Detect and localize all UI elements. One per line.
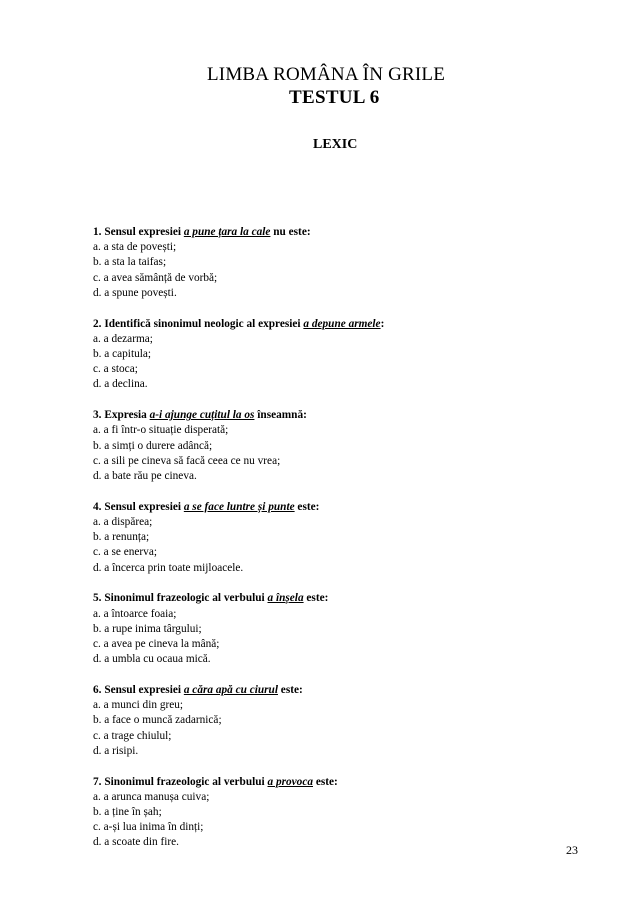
question-expression: a provoca <box>267 775 313 788</box>
question-number: 3. <box>93 409 102 422</box>
question-text: Sinonimul frazeologic al verbului <box>104 775 268 788</box>
question-text: Sensul expresiei <box>104 226 184 238</box>
question-item <box>93 500 593 576</box>
question-item <box>93 591 593 667</box>
page-number: 23 <box>566 843 578 857</box>
answer-option-a: a. a întoarce foaia; <box>93 607 177 620</box>
question-text: Expresia <box>104 409 150 422</box>
question-stem <box>93 317 593 332</box>
answer-option-a: a. a arunca manușa cuiva; <box>93 790 210 803</box>
page-title: LIMBA ROMÂNA ÎN GRILE <box>207 64 446 85</box>
answer-option-a: a. a sta de povești; <box>93 241 177 254</box>
question-text-end: este: <box>277 684 303 697</box>
answer-option-c: c. a trage chiulul; <box>93 729 172 742</box>
question-number: 5. <box>93 592 102 605</box>
question-expression: a depune armele <box>303 317 381 330</box>
question-text-end: : <box>380 317 385 330</box>
answer-option-c: c. a avea pe cineva la mână; <box>93 638 220 651</box>
question-item <box>93 408 593 484</box>
question-stem <box>93 683 593 698</box>
question-number: 7. <box>93 775 102 788</box>
test-title: TESTUL 6 <box>289 87 380 108</box>
question-stem <box>93 775 593 790</box>
answer-option-b: b. a renunța; <box>93 531 150 544</box>
question-item <box>93 317 593 393</box>
answer-option-c: c. a sili pe cineva să facă ceea ce nu vrea; <box>93 454 281 467</box>
question-text-end: înseamnă: <box>254 409 307 422</box>
question-text-end: este: <box>303 592 329 605</box>
question-stem <box>93 225 593 240</box>
answer-option-c: c. a avea sămânță de vorbă; <box>93 271 218 284</box>
answer-option-d: d. a bate rău pe cineva. <box>93 470 197 483</box>
answer-option-d: d. a umbla cu ocaua mică. <box>93 653 211 666</box>
answer-option-b: b. a ține în șah; <box>93 806 162 819</box>
answer-option-a: a. a dispărea; <box>93 516 153 529</box>
answer-option-d: d. a spune povești. <box>93 286 177 299</box>
answer-option-b: b. a face o muncă zadarnică; <box>93 714 222 727</box>
answer-option-b: b. a sta la taifas; <box>93 256 167 269</box>
question-stem <box>93 500 593 515</box>
question-expression: a pune țara la cale <box>183 226 271 238</box>
question-text: Sensul expresiei <box>104 500 184 513</box>
question-list <box>93 225 593 866</box>
question-item <box>93 683 593 759</box>
question-text-end: este: <box>313 775 338 788</box>
question-text: Identifică sinonimul neologic al expresiei <box>104 317 304 330</box>
answer-option-b: b. a rupe inima târgului; <box>93 622 202 635</box>
question-expression: a căra apă cu ciurul <box>183 684 278 697</box>
question-stem <box>93 408 593 423</box>
answer-option-d: d. a încerca prin toate mijloacele. <box>93 561 244 574</box>
question-number: 6. <box>93 684 102 697</box>
answer-option-b: b. a simți o durere adâncă; <box>93 439 213 452</box>
answer-option-d: d. a scoate din fire. <box>93 836 179 849</box>
question-item <box>93 225 593 301</box>
answer-option-b: b. a capitula; <box>93 348 152 361</box>
question-number: 2. <box>93 317 102 330</box>
question-expression: a înșela <box>267 592 304 605</box>
question-expression: a se face luntre și punte <box>183 500 295 513</box>
answer-option-c: c. a stoca; <box>93 363 138 376</box>
question-text-end: nu este: <box>270 226 311 238</box>
question-item <box>93 775 593 851</box>
question-text: Sinonimul frazeologic al verbului <box>104 592 268 605</box>
answer-option-d: d. a declina. <box>93 378 148 391</box>
question-expression: a-i ajunge cuțitul la os <box>149 409 255 422</box>
answer-option-a: a. a dezarma; <box>93 332 153 345</box>
question-number: 4. <box>93 500 102 513</box>
answer-option-a: a. a munci din greu; <box>93 699 184 712</box>
question-number: 1. <box>93 226 102 238</box>
answer-option-a: a. a fi într-o situație disperată; <box>93 424 229 437</box>
answer-option-c: c. a se enerva; <box>93 546 157 559</box>
answer-option-c: c. a-și lua inima în dinți; <box>93 821 204 834</box>
question-stem <box>93 591 593 606</box>
answer-option-d: d. a risipi. <box>93 744 139 757</box>
question-text: Sensul expresiei <box>104 684 184 697</box>
section-heading: LEXIC <box>313 137 358 152</box>
question-text-end: este: <box>294 500 320 513</box>
